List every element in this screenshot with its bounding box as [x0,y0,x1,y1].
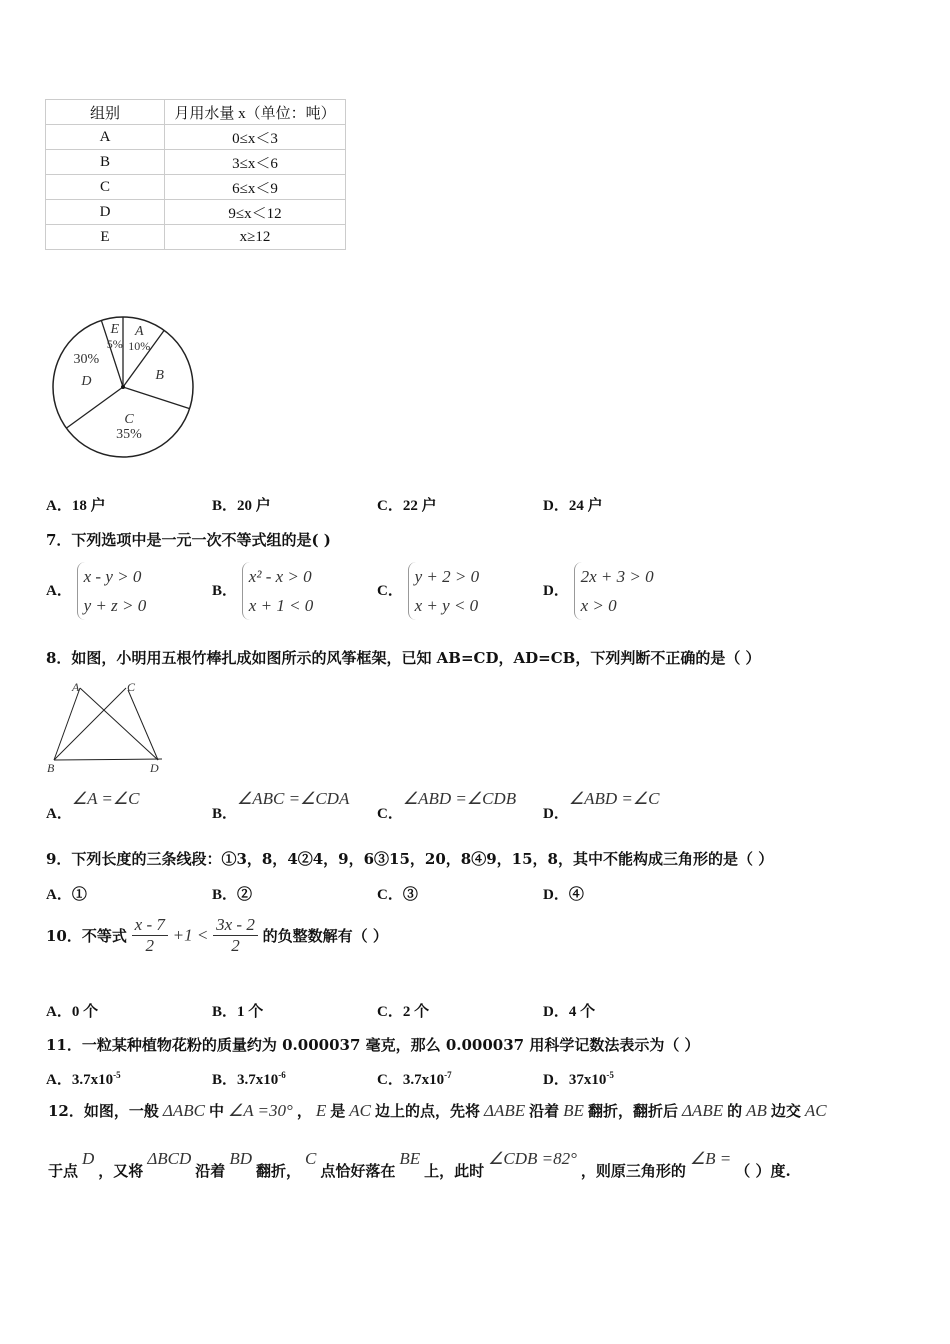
pie-slice-percent: 35% [116,427,142,443]
q12-line-1 [46,1100,829,1121]
point-label-d: D [150,761,159,775]
text-segment: 边交 [770,1102,801,1120]
math-expression: E [315,1101,327,1120]
text-segment: 翻折，翻折后 [587,1102,678,1120]
math-expression: D [82,1149,95,1168]
q8-option-d: D．∠ABD =∠C [543,789,660,822]
text-segment: 于点 [48,1162,79,1180]
text-segment: 翻折， [255,1162,301,1180]
math-expression: BE [399,1149,421,1168]
table-cell: x≥12 [165,225,346,250]
pie-slice-label: A [134,324,144,340]
q7-option-c: C． y + 2 > 0 x + y < 0 [377,562,479,620]
text-segment: ，又将 [98,1162,144,1180]
table-cell: A [46,125,165,150]
pie-slice-label: C [124,412,134,428]
math-expression: ΔABE [681,1101,724,1120]
math-expression: ΔABE [484,1101,526,1120]
table-row [46,225,346,250]
text-segment: 中 [208,1102,224,1120]
q11-option-b: B．$3.7x10^{-6}$ [212,1070,286,1088]
pie-slice-boundary [123,387,190,409]
table-cell: 6≤x＜9 [165,175,346,200]
q11-option-a: A．$3.7x10^{-5}$ [46,1070,121,1088]
q9-option-a: A．① [46,887,87,903]
pie-center [121,385,125,389]
q9-stem: 9．下列长度的三条线段：①3，8，4②4，9，6③15，20，8④9，15，8，其中不能构成三角形的是（ ） [46,850,774,868]
table-cell: C [46,175,165,200]
q6-option-d: D．24 户 [543,498,603,514]
table-cell: 0≤x＜3 [165,125,346,150]
text-segment: 点恰好落在 [320,1162,396,1180]
table-row [46,200,346,225]
q9-option-d: D．④ [543,887,584,903]
pie-slice-label: D [81,374,92,390]
q11-stem: 11．一粒某种植物花粉的质量约为 0.000037 毫克，那么 0.000037 用科学记数法表示为（ ） [46,1036,700,1054]
table-header: 组别 [46,100,165,125]
math-expression: C [305,1149,317,1168]
math-expression: BD [229,1149,252,1168]
q8-stem: 8．如图，小明用五根竹棒扎成如图所示的风筝框架，已知 AB=CD，AD=CB，下列判断不正确的是（ ） [46,649,761,667]
math-expression: AB [746,1101,767,1120]
point-label-b: B [47,761,55,775]
q9-option-b: B．② [212,887,253,903]
q8-option-c: C．∠ABD =∠CDB [377,789,517,822]
q10-option-d: D．4 个 [543,1004,596,1020]
math-expression: AC [804,1101,827,1120]
table-cell: 9≤x＜12 [165,200,346,225]
text-segment: （ ）度. [735,1162,791,1180]
text-segment: ， [296,1102,312,1120]
q7-option-a: A． x - y > 0 y + z > 0 [46,562,146,620]
math-expression: ∠B = [689,1149,732,1168]
table-header: 月用水量 x（单位：吨） [165,100,346,125]
fraction: $\frac{3x - 2}{2}$ [213,915,258,956]
table-row [46,125,346,150]
q7-option-d: D． 2x + 3 > 0 x > 0 [543,562,654,620]
text-segment: 边上的点，先将 [374,1102,480,1120]
q6-option-b: B．20 户 [212,498,271,514]
kite-figure [44,678,169,778]
pie-slice-label: E [110,322,120,338]
q8-option-b: B．∠ABC =∠CDA [212,789,350,822]
q10-option-b: B．1 个 [212,1004,264,1020]
pie-slice-label: B [155,368,164,384]
q12-line-2 [46,1149,793,1181]
text-segment: 沿着 [529,1102,560,1120]
q7-stem: 7．下列选项中是一元一次不等式组的是( ) [46,531,331,549]
table-cell: 3≤x＜6 [165,150,346,175]
table-cell: E [46,225,165,250]
table-cell: B [46,150,165,175]
math-expression: ΔABC [162,1101,205,1120]
text-segment: 上，此时 [424,1162,485,1180]
pie-slice-boundary [66,387,123,428]
q11-option-c: C．$3.7x10^{-7}$ [377,1070,452,1088]
point-label-a: A [72,680,80,694]
q8-option-a: A．∠A =∠C [46,789,140,822]
q11-option-d: D．$37x10^{-5}$ [543,1070,614,1088]
text-segment: ，则原三角形的 [580,1162,686,1180]
q6-option-a: A．18 户 [46,498,106,514]
table-cell: D [46,200,165,225]
pie-slice-percent: 30% [73,352,100,368]
text-segment: 12．如图，一般 [48,1102,159,1120]
q10-option-c: C．2 个 [377,1004,430,1020]
q10-stem: 10．不等式 $\frac{x - 7}{2}$ +1 < $\frac{3x - 2}{2}$ 的负整数解有（ ） [46,915,388,955]
q6-option-c: C．22 户 [377,498,437,514]
table-row [46,175,346,200]
pie-slice-percent: 5% [106,337,123,352]
math-expression: BE [563,1101,584,1120]
text-segment: 的 [727,1102,743,1120]
text-segment: 是 [330,1102,346,1120]
q10-option-a: A．0 个 [46,1004,99,1020]
table-header-row [46,100,346,125]
math-expression: ∠A =30° [227,1101,293,1120]
q9-option-c: C．③ [377,887,418,903]
water-usage-table [45,99,346,250]
pie-slice-percent: 10% [128,339,151,354]
fraction: $\frac{x - 7}{2}$ [132,915,168,956]
text-segment: 沿着 [195,1162,226,1180]
math-expression: ∠CDB =82° [488,1149,577,1168]
point-label-c: C [127,680,136,694]
pie-chart [40,305,210,475]
table-row [46,150,346,175]
math-expression: ΔBCD [147,1149,192,1168]
math-expression: AC [349,1101,371,1120]
q7-option-b: B． x² - x > 0 x + 1 < 0 [212,562,313,620]
